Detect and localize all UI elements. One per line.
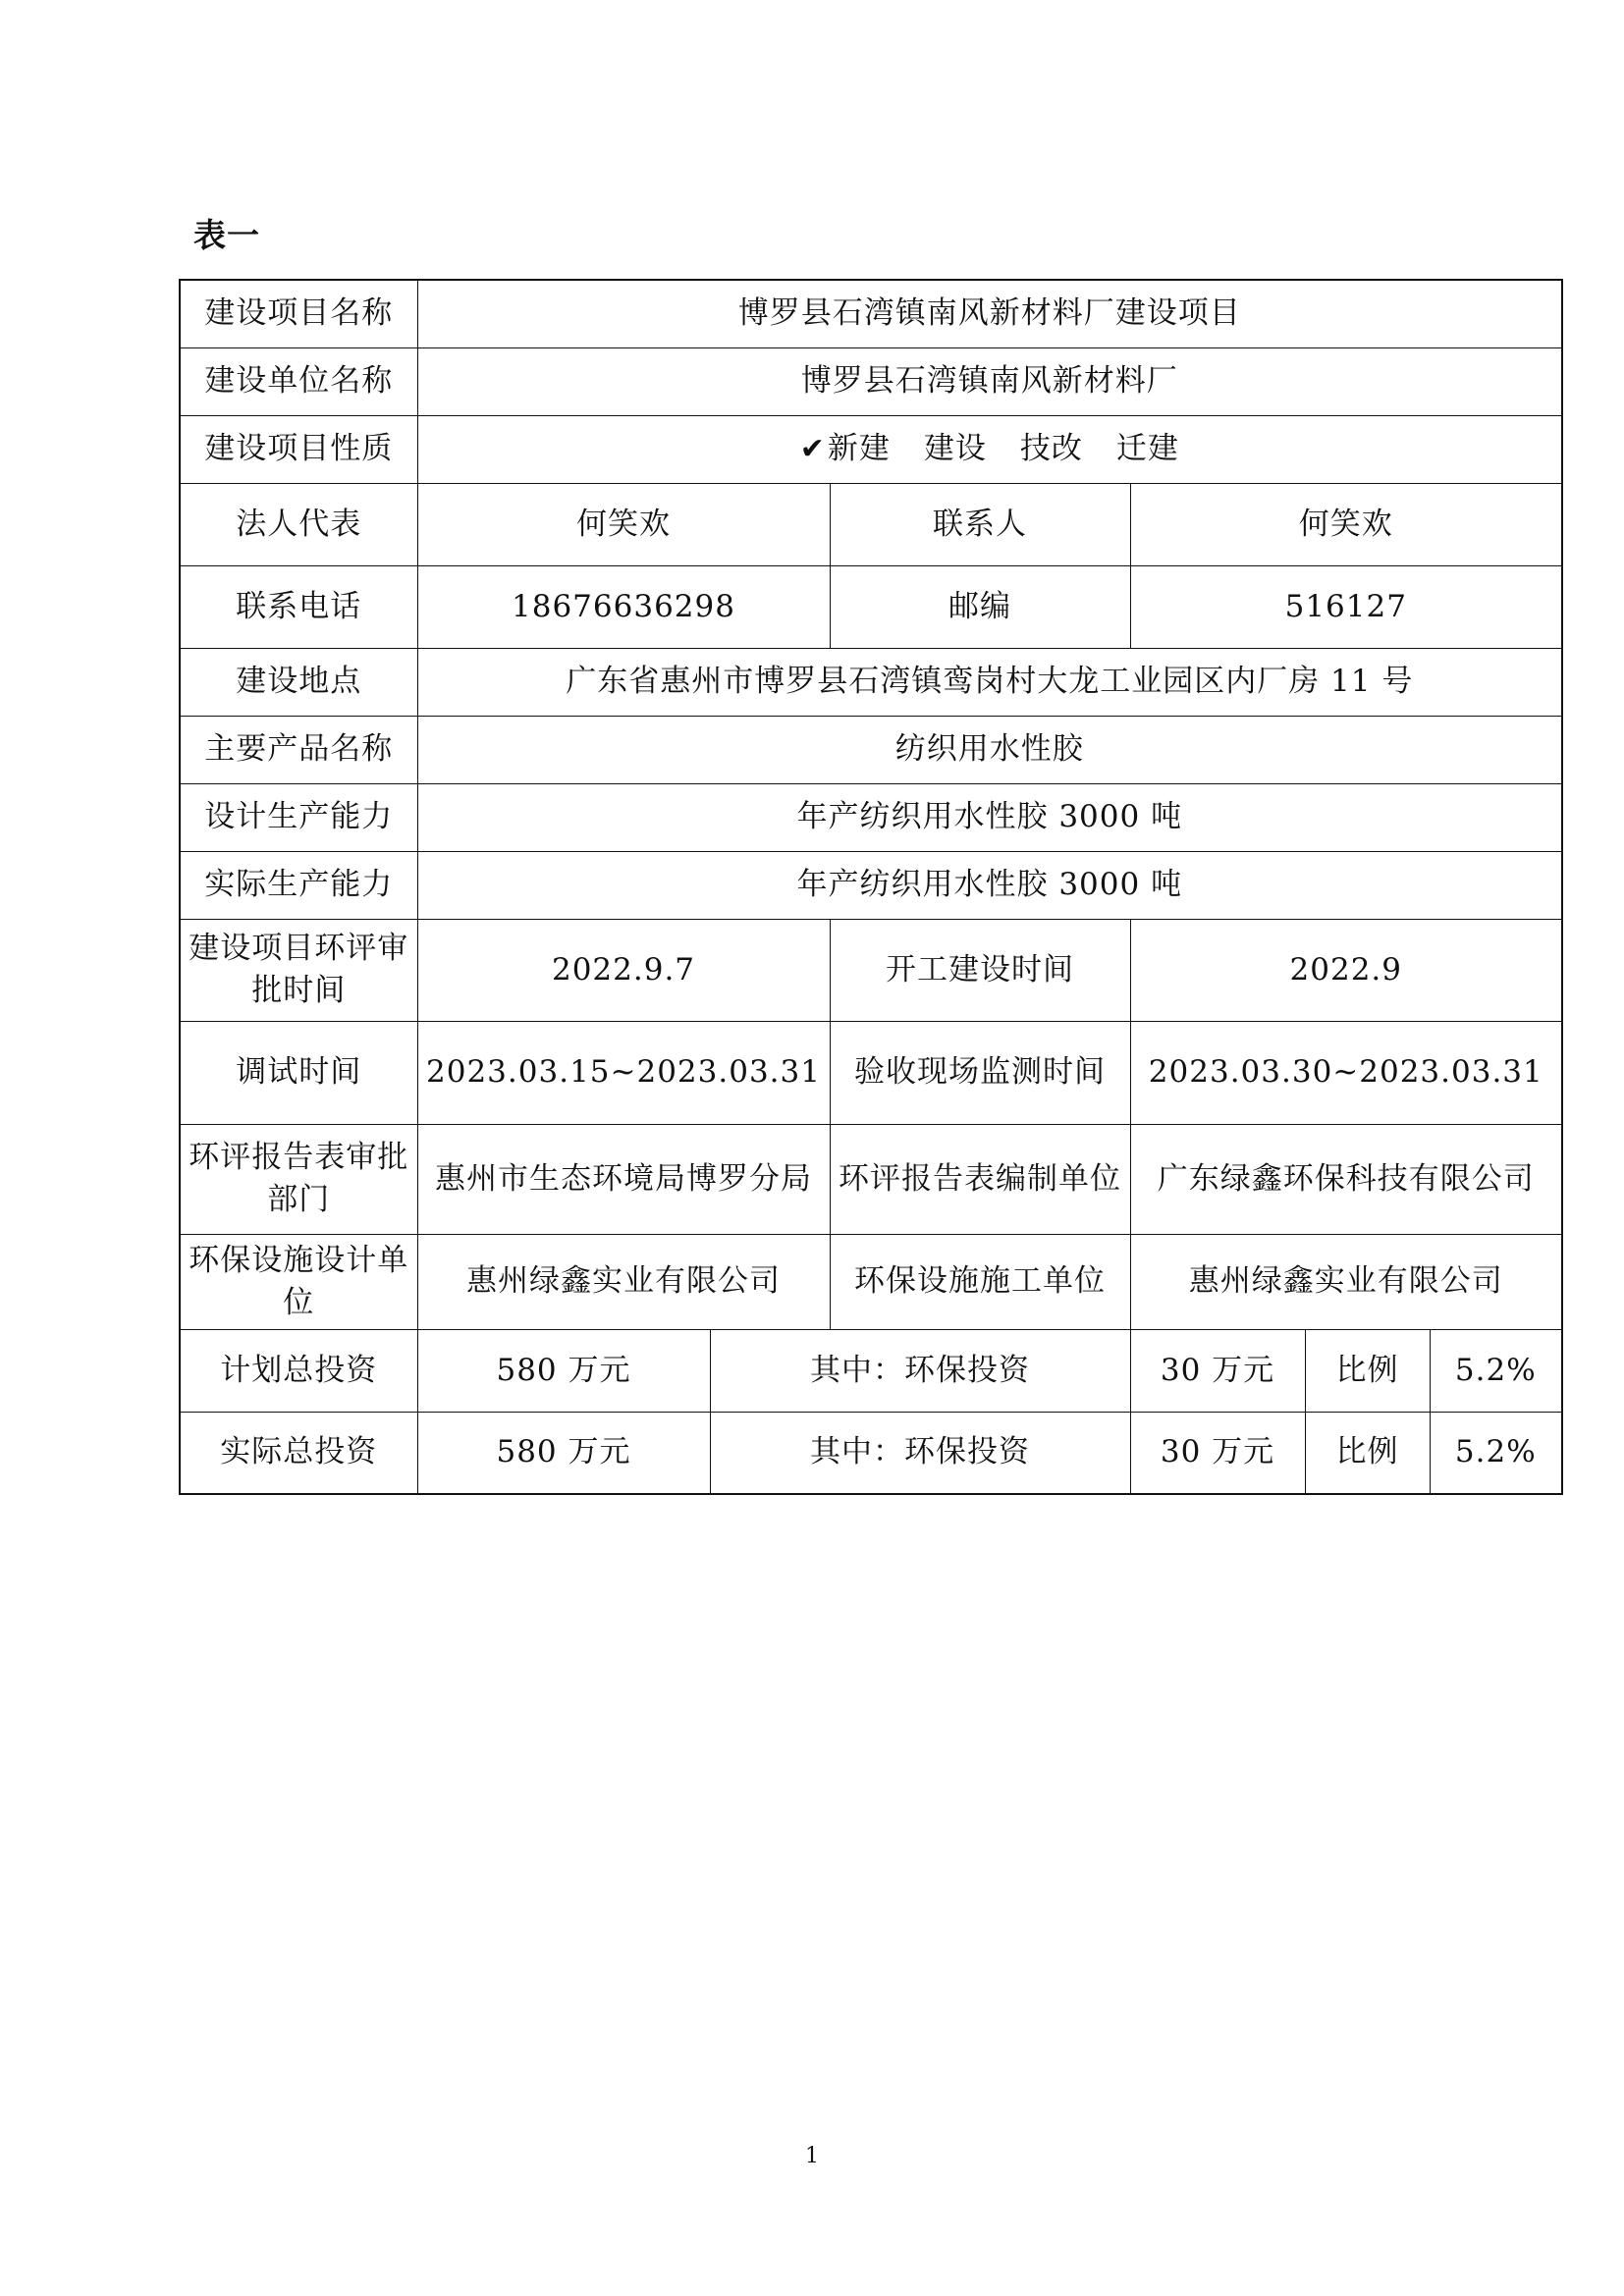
table-heading: 表一 — [193, 216, 260, 254]
actual-capacity-label: 实际生产能力 — [180, 851, 417, 919]
project-nature-label: 建设项目性质 — [180, 415, 417, 483]
actual-investment-label: 实际总投资 — [180, 1412, 417, 1494]
eia-approval-value: 2022.9.7 — [417, 919, 830, 1021]
contact-value: 何笑欢 — [1130, 483, 1562, 565]
table-row — [180, 1124, 1562, 1234]
table-row — [180, 565, 1562, 648]
nature-option-label: 新建 — [827, 431, 891, 466]
nature-option-label: 建设 — [923, 431, 987, 466]
postcode-value: 516127 — [1130, 565, 1562, 648]
env-design-value: 惠州绿鑫实业有限公司 — [417, 1234, 830, 1329]
eia-approval-label: 建设项目环评审批时间 — [180, 919, 417, 1021]
nature-option-new — [800, 428, 891, 470]
legal-rep-value: 何笑欢 — [417, 483, 830, 565]
table-row — [180, 919, 1562, 1021]
project-name-label: 建设项目名称 — [180, 280, 417, 347]
table-row — [180, 415, 1562, 483]
table-row — [180, 483, 1562, 565]
debug-time-value: 2023.03.15~2023.03.31 — [417, 1021, 830, 1124]
monitoring-time-label: 验收现场监测时间 — [830, 1021, 1130, 1124]
location-value: 广东省惠州市博罗县石湾镇鸾岗村大龙工业园区内厂房 11 号 — [417, 648, 1562, 716]
unit-name-label: 建设单位名称 — [180, 347, 417, 415]
planned-env-investment-value: 30 万元 — [1130, 1329, 1305, 1412]
design-capacity-value: 年产纺织用水性胶 3000 吨 — [417, 783, 1562, 851]
location-label: 建设地点 — [180, 648, 417, 716]
table-row — [180, 851, 1562, 919]
eia-dept-label: 环评报告表审批部门 — [180, 1124, 417, 1234]
checkmark-icon: ✔ — [799, 432, 826, 466]
planned-ratio-value: 5.2% — [1430, 1329, 1562, 1412]
nature-option-label: 迁建 — [1115, 431, 1179, 466]
legal-rep-label: 法人代表 — [180, 483, 417, 565]
page-number: 1 — [805, 2144, 819, 2168]
phone-value: 18676636298 — [417, 565, 830, 648]
phone-label: 联系电话 — [180, 565, 417, 648]
unit-name-value: 博罗县石湾镇南风新材料厂 — [417, 347, 1562, 415]
eia-dept-value: 惠州市生态环境局博罗分局 — [417, 1124, 830, 1234]
construction-start-value: 2022.9 — [1130, 919, 1562, 1021]
table-row — [180, 716, 1562, 783]
planned-investment-value: 580 万元 — [417, 1329, 710, 1412]
design-capacity-label: 设计生产能力 — [180, 783, 417, 851]
monitoring-time-value: 2023.03.30~2023.03.31 — [1130, 1021, 1562, 1124]
table-row — [180, 1412, 1562, 1494]
env-construction-label: 环保设施施工单位 — [830, 1234, 1130, 1329]
project-name-value: 博罗县石湾镇南风新材料厂建设项目 — [417, 280, 1562, 347]
planned-ratio-label: 比例 — [1305, 1329, 1430, 1412]
contact-label: 联系人 — [830, 483, 1130, 565]
actual-env-investment-label: 其中：环保投资 — [710, 1412, 1130, 1494]
main-product-value: 纺织用水性胶 — [417, 716, 1562, 783]
actual-ratio-value: 5.2% — [1430, 1412, 1562, 1494]
project-info-table — [179, 279, 1563, 1495]
table-row — [180, 1234, 1562, 1329]
main-product-label: 主要产品名称 — [180, 716, 417, 783]
actual-investment-value: 580 万元 — [417, 1412, 710, 1494]
env-design-label: 环保设施设计单位 — [180, 1234, 417, 1329]
nature-option-label: 技改 — [1019, 431, 1083, 466]
table-row — [180, 783, 1562, 851]
table-row — [180, 280, 1562, 347]
planned-env-investment-label: 其中：环保投资 — [710, 1329, 1130, 1412]
table-row — [180, 347, 1562, 415]
eia-compiler-label: 环评报告表编制单位 — [830, 1124, 1130, 1234]
debug-time-label: 调试时间 — [180, 1021, 417, 1124]
eia-compiler-value: 广东绿鑫环保科技有限公司 — [1130, 1124, 1562, 1234]
actual-env-investment-value: 30 万元 — [1130, 1412, 1305, 1494]
table-row — [180, 648, 1562, 716]
table-row — [180, 1329, 1562, 1412]
table-row — [180, 1021, 1562, 1124]
construction-start-label: 开工建设时间 — [830, 919, 1130, 1021]
actual-capacity-value: 年产纺织用水性胶 3000 吨 — [417, 851, 1562, 919]
postcode-label: 邮编 — [830, 565, 1130, 648]
actual-ratio-label: 比例 — [1305, 1412, 1430, 1494]
planned-investment-label: 计划总投资 — [180, 1329, 417, 1412]
env-construction-value: 惠州绿鑫实业有限公司 — [1130, 1234, 1562, 1329]
project-nature-value — [417, 415, 1562, 483]
